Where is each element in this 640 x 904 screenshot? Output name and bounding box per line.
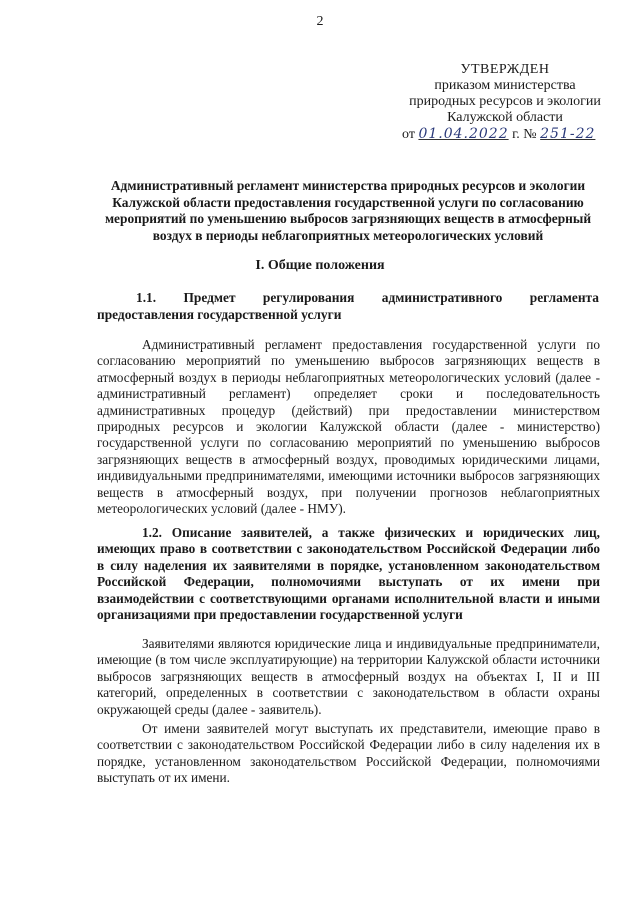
- approval-stamp: [380, 62, 630, 143]
- section-title: I. Общие положения: [255, 258, 385, 273]
- paragraph-1: Административный регламент предоставления государственной услуги по согласованию мероприятий по уменьшению выбросов загрязняющих веществ в атмосферный воздух в периоды неблагоприятных метеорологических условий (далее - административный регламент) определяет сроки и последовательность административных процедур (действий) при предоставлении министерством природных ресурсов и экологии Калужской области (далее - министерство) государственной услуги по согласованию мероприятий по уменьшению выбросов загрязняющих веществ в атмосферный воздух, проводимых юридическими лицами, индивидуальными предпринимателями, имеющими источники выбросов загрязняющих веществ в атмосферный воздух, при получении прогнозов неблагоприятных метеорологических условий (далее - НМУ).: [97, 337, 600, 517]
- approval-order-line: [380, 126, 630, 143]
- subsection-1-2-title: 1.2. Описание заявителей, а также физических и юридических лиц, имеющих право в соответствии с законодательством Российской Федерации либо в силу наделения их заявителями в порядке, установленном законодательством Российской Федерации, полномочиями выступать от их имени при взаимодействии с соответствующими органами исполнительной власти и иными организациями при предоставлении государственной услуги: [97, 525, 600, 623]
- date-prefix: от: [402, 127, 415, 142]
- subsection-1-1-title: 1.1. Предмет регулирования административного регламента предоставления государственной услуги: [97, 290, 599, 322]
- approval-title: УТВЕРЖДЕН: [460, 62, 550, 77]
- handwritten-number: 251-22: [540, 126, 596, 142]
- handwritten-date: 01.04.2022: [418, 126, 509, 142]
- approval-line-1: приказом министерства: [434, 78, 576, 93]
- paragraph-3: От имени заявителей могут выступать их представители, имеющие право в соответствии с законодательством Российской Федерации либо в силу наделения их в порядке, установленном законодательством Российской Федерации, полномочиями выступать от их имени.: [97, 721, 600, 786]
- approval-line-3: Калужской области: [447, 110, 563, 125]
- document-title: Административный регламент министерства природных ресурсов и экологии Калужской области предоставления государственной услуги по согласованию мероприятий по уменьшению выбросов загрязняющих веществ в атмосферный воздух в периоды неблагоприятных метеорологических условий: [104, 178, 592, 243]
- page-number: 2: [316, 14, 324, 29]
- approval-line-2: природных ресурсов и экологии: [409, 94, 601, 109]
- paragraph-2: Заявителями являются юридические лица и индивидуальные предприниматели, имеющие (в том числе эксплуатирующие) на территории Калужской области источники выбросов загрязняющих веществ в атмосферный воздух на объектах I, II и III категорий, определенных в соответствии с законодательством в области охраны окружающей среды (далее - заявитель).: [97, 636, 600, 717]
- number-prefix: г. №: [512, 127, 537, 142]
